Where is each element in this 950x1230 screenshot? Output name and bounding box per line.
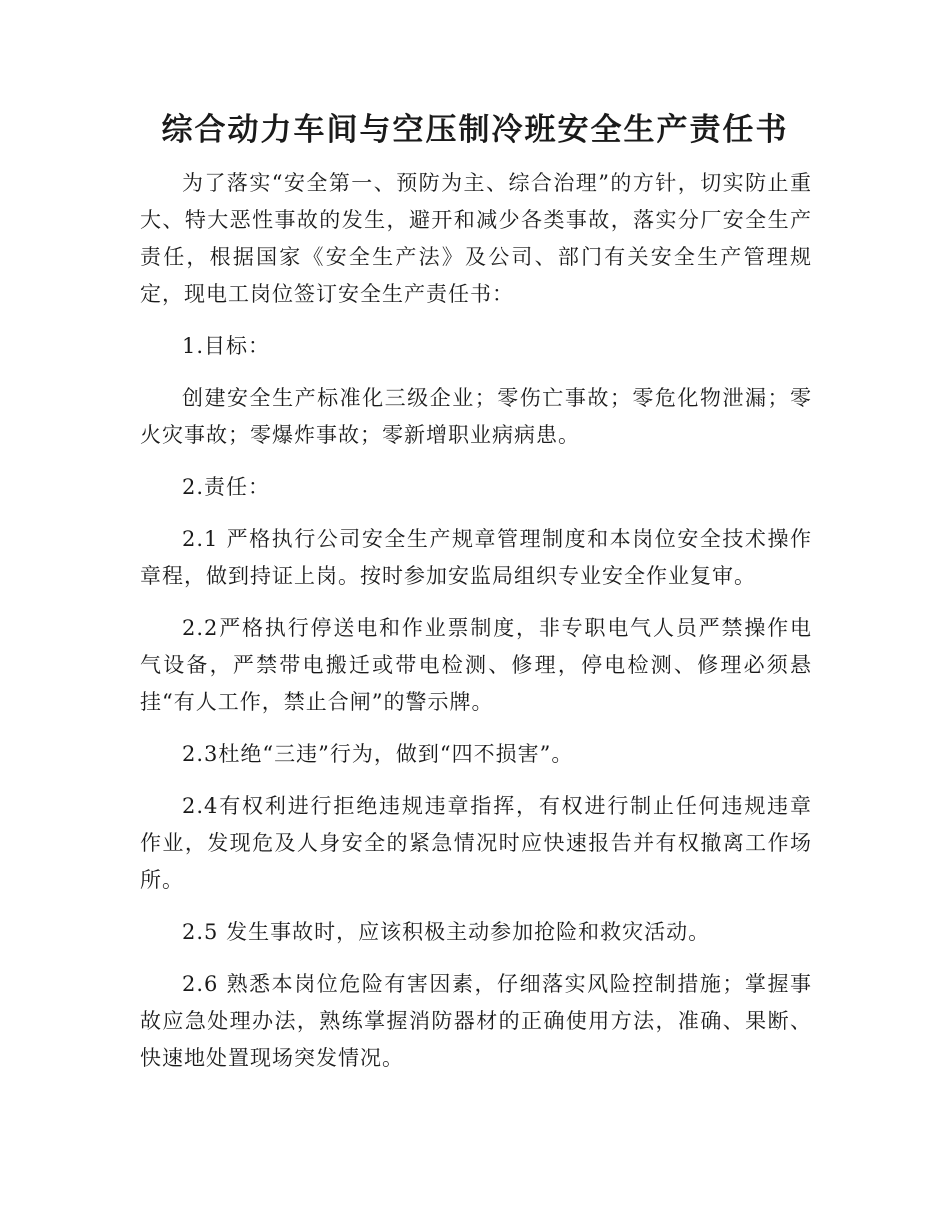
paragraph-2-1: 2.1 严格执行公司安全生产规章管理制度和本岗位安全技术操作章程，做到持证上岗。按时参加安监局组织专业安全作业复审。 [140, 527, 812, 588]
document-body [140, 165, 812, 1077]
paragraph-2-4: 2.4有权利进行拒绝违规违章指挥，有权进行制止任何违规违章作业，发现危及人身安全的紧急情况时应快速报告并有权撤离工作场所。 [140, 794, 812, 892]
paragraph-2-6: 2.6 熟悉本岗位危险有害因素，仔细落实风险控制措施；掌握事故应急处理办法，熟练掌握消防器材的正确使用方法，准确、果断、快速地处置现场突发情况。 [140, 972, 812, 1070]
paragraph-goal: 创建安全生产标准化三级企业；零伤亡事故；零危化物泄漏；零火灾事故；零爆炸事故；零新增职业病病患。 [140, 386, 812, 447]
section-heading-goal: 1.目标： [182, 334, 271, 358]
document-title: 综合动力车间与空压制冷班安全生产责任书 [161, 112, 789, 148]
paragraph-2-3: 2.3杜绝“三违”行为，做到“四不损害”。 [182, 742, 574, 766]
paragraph-intro: 为了落实“安全第一、预防为主、综合治理”的方针，切实防止重大、特大恶性事故的发生，避开和减少各类事故，落实分厂安全生产责任，根据国家《安全生产法》及公司、部门有关安全生产管理规定，现电工岗位签订安全生产责任书： [140, 171, 812, 306]
paragraph-2-5: 2.5 发生事故时，应该积极主动参加抢险和救灾活动。 [182, 920, 711, 944]
paragraph-2-2: 2.2严格执行停送电和作业票制度，非专职电气人员严禁操作电气设备，严禁带电搬迁或带电检测、修理，停电检测、修理必须悬挂“有人工作，禁止合闸”的警示牌。 [140, 616, 812, 714]
section-heading-responsibility: 2.责任： [182, 475, 271, 499]
